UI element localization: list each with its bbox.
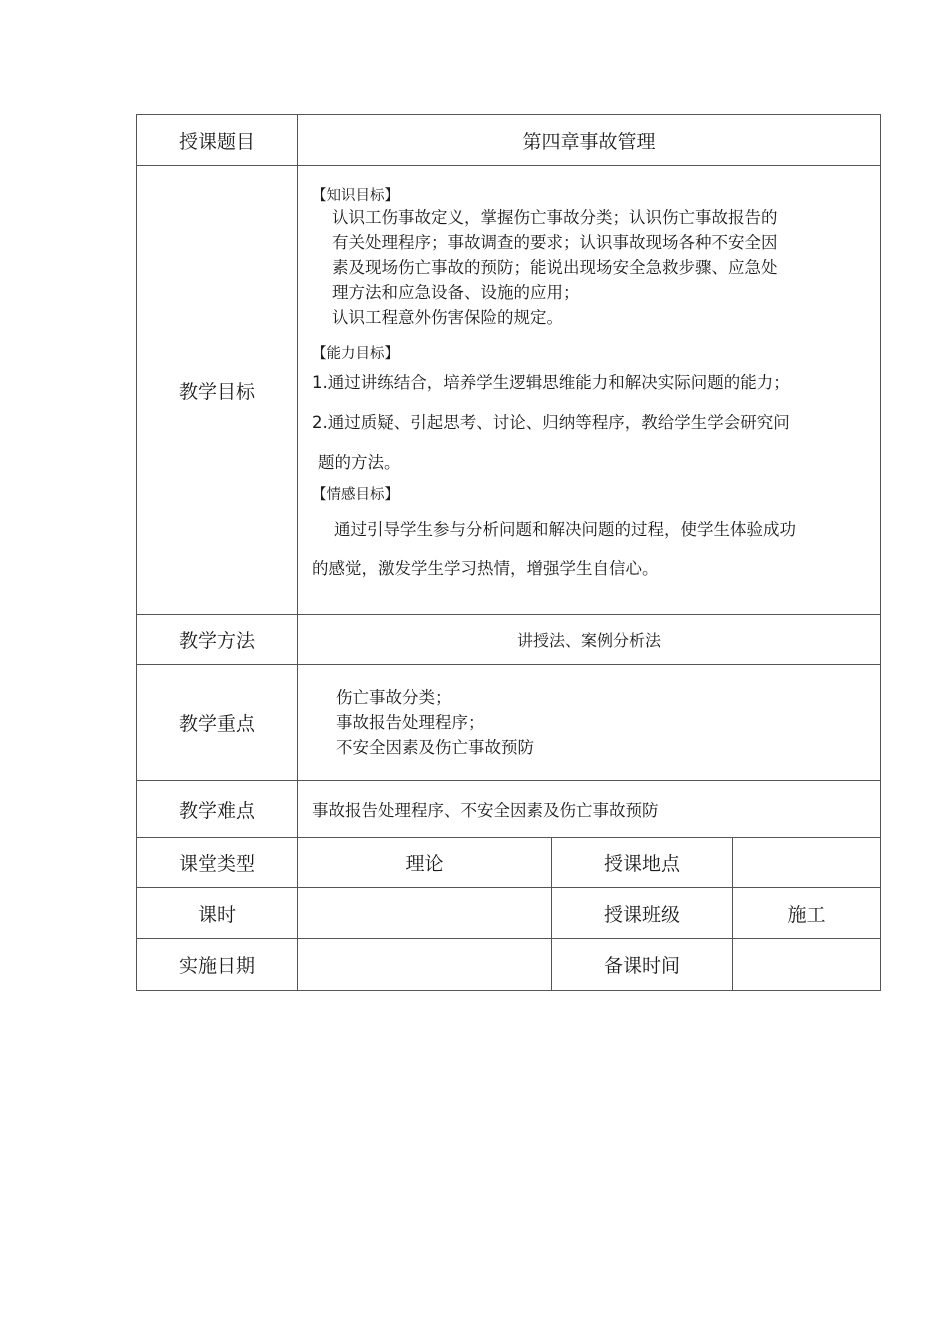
prep-value	[733, 939, 881, 991]
emotion-line: 的感觉，激发学生学习热情，增强学生自信心。	[312, 559, 659, 578]
objectives-label: 教学目标	[137, 166, 298, 615]
objectives-content	[298, 166, 881, 615]
ability-text	[312, 363, 872, 483]
knowledge-line: 认识工伤事故定义，掌握伤亡事故分类；认识伤亡事故报告的	[332, 208, 778, 227]
hours-label: 课时	[137, 888, 298, 939]
key-point: 事故报告处理程序；	[336, 713, 485, 732]
knowledge-line: 认识工程意外伤害保险的规定。	[332, 308, 563, 327]
method-row	[137, 615, 881, 665]
objectives-row	[137, 166, 881, 615]
class-type-row	[137, 838, 881, 888]
dates-row	[137, 939, 881, 991]
hours-value	[298, 888, 552, 939]
knowledge-header: 【知识目标】	[312, 188, 399, 204]
lesson-plan-table	[136, 114, 881, 991]
prep-label: 备课时间	[552, 939, 733, 991]
class-label: 授课班级	[552, 888, 733, 939]
key-point: 伤亡事故分类；	[336, 688, 452, 707]
emotion-line: 通过引导学生参与分析问题和解决问题的过程，使学生体验成功	[334, 520, 796, 539]
knowledge-line: 有关处理程序；事故调查的要求；认识事故现场各种不安全因	[332, 233, 778, 252]
key-points-content	[298, 665, 881, 781]
ability-item-2-cont: 题的方法。	[318, 453, 401, 472]
difficulty-value: 事故报告处理程序、不安全因素及伤亡事故预防	[298, 781, 881, 838]
place-value	[733, 838, 881, 888]
method-label: 教学方法	[137, 615, 298, 665]
ability-header: 【能力目标】	[312, 346, 399, 362]
emotion-header: 【情感目标】	[312, 487, 399, 503]
hours-row	[137, 888, 881, 939]
ability-item-2: 2.通过质疑、引起思考、讨论、归纳等程序，教给学生学会研究问	[312, 413, 790, 432]
key-points-row	[137, 665, 881, 781]
title-label: 授课题目	[137, 115, 298, 166]
place-label: 授课地点	[552, 838, 733, 888]
class-type-label: 课堂类型	[137, 838, 298, 888]
method-value: 讲授法、案例分析法	[298, 615, 881, 665]
difficulty-row	[137, 781, 881, 838]
class-value: 施工	[733, 888, 881, 939]
key-points-label: 教学重点	[137, 665, 298, 781]
knowledge-text	[312, 205, 872, 330]
difficulty-label: 教学难点	[137, 781, 298, 838]
knowledge-line: 理方法和应急设备、设施的应用；	[332, 283, 580, 302]
emotion-text	[312, 510, 872, 588]
class-type-value: 理论	[298, 838, 552, 888]
dates-label: 实施日期	[137, 939, 298, 991]
title-value: 第四章事故管理	[298, 115, 881, 166]
knowledge-line: 素及现场伤亡事故的预防；能说出现场安全急救步骤、应急处	[332, 258, 778, 277]
key-point: 不安全因素及伤亡事故预防	[336, 738, 534, 757]
dates-value	[298, 939, 552, 991]
ability-item-1: 1.通过讲练结合，培养学生逻辑思维能力和解决实际问题的能力；	[312, 373, 790, 392]
title-row	[137, 115, 881, 166]
